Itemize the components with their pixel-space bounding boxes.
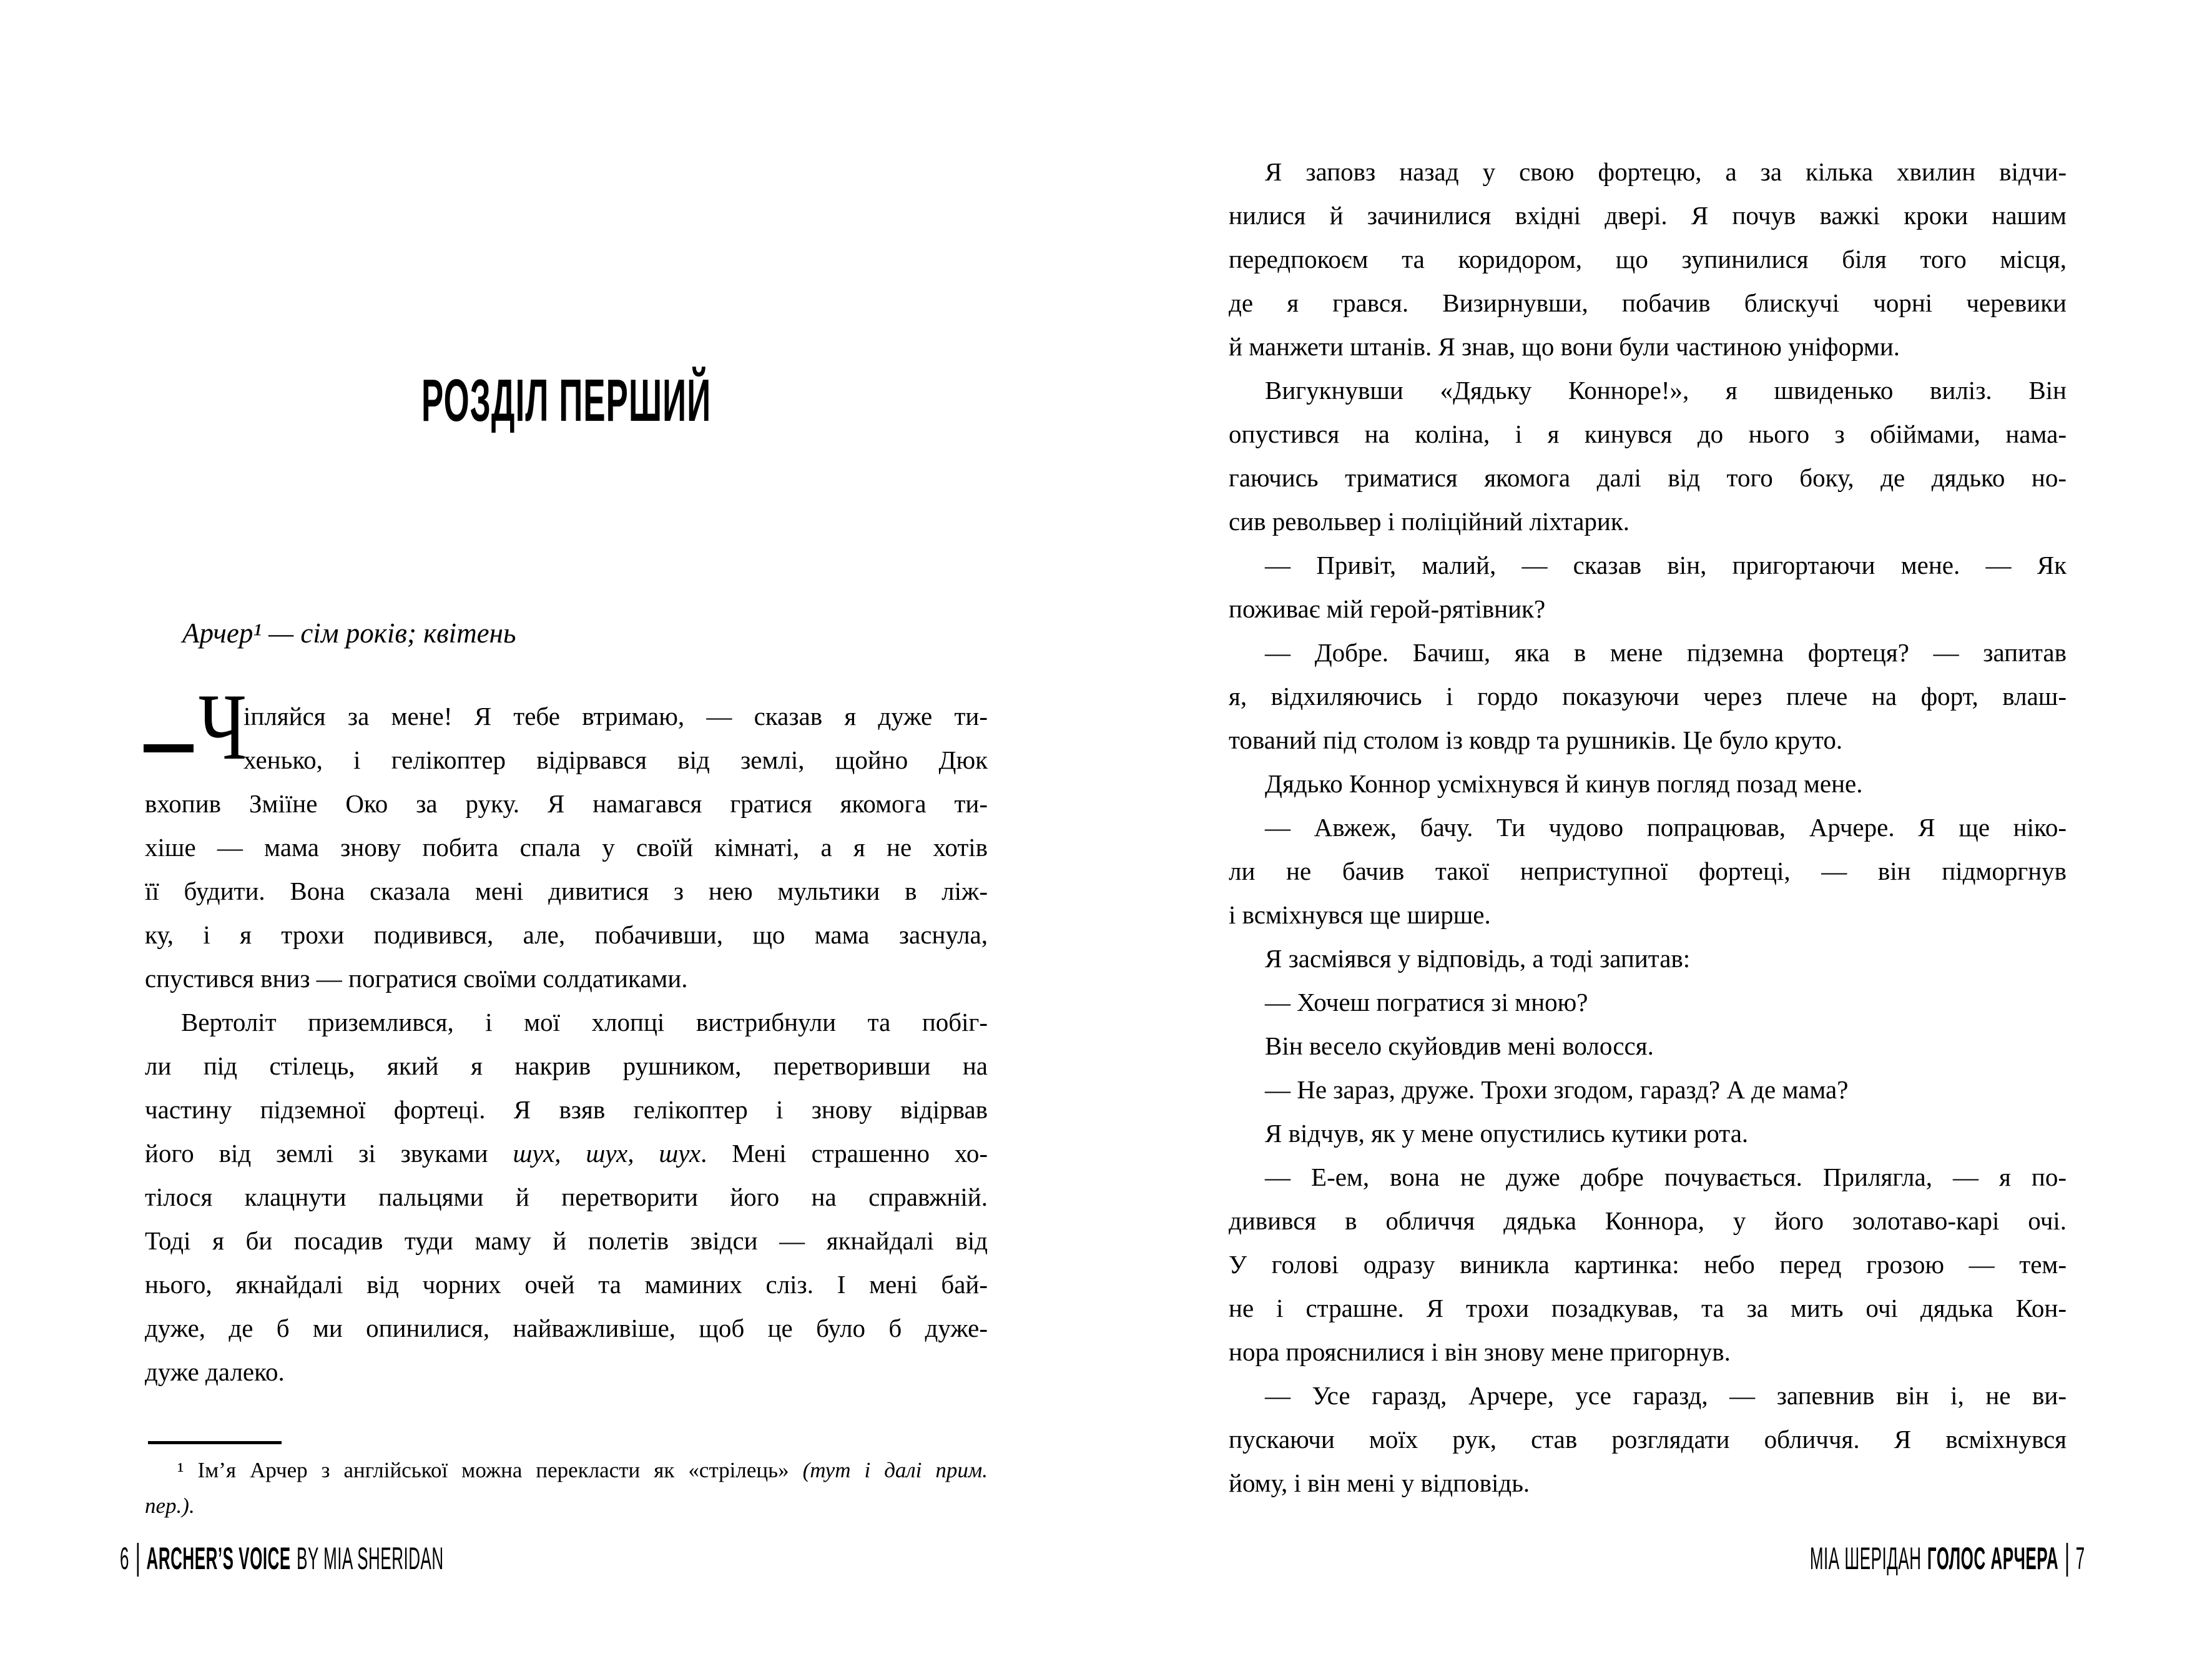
text-line: де я грався. Визирнувши, побачив блискучі чорні черевики — [1229, 288, 2067, 317]
running-byline: BY MIA SHERIDAN — [297, 1541, 444, 1576]
chapter-title — [145, 367, 988, 450]
text-line: гаючись триматися якомога далі від того боку, де дядько но- — [1229, 463, 2067, 492]
right-page-number: 7 — [2076, 1541, 2085, 1576]
text-line: дуже далеко. — [145, 1357, 285, 1386]
text-line: спустився вниз — погратися своїми солдатиками. — [145, 964, 688, 993]
text-line: Вигукнувши «Дядьку Конноре!», я швиденько виліз. Він — [1265, 376, 2067, 405]
text-line: не і страшне. Я трохи позадкував, та за мить очі дядька Кон- — [1229, 1294, 2067, 1322]
text-line: опустився на коліна, і я кинувся до нього з обіймами, нама- — [1229, 420, 2067, 448]
text-line: іпляйся за мене! Я тебе втримаю, — сказав я дуже ти- — [243, 702, 988, 731]
text-line: — Усе гаразд, Арчере, усе гаразд, — запевнив він і, не ви- — [1265, 1381, 2067, 1410]
footer-divider-bar — [2067, 1543, 2068, 1577]
text-line: частину підземної фортеці. Я взяв гелікоптер і знову відірвав — [145, 1095, 988, 1124]
text-line: й манжети штанів. Я знав, що вони були частиною уніформи. — [1229, 332, 1900, 361]
right-page-body — [1229, 150, 2067, 1505]
text-line: ¹ Ім’я Арчер з англійської можна перекласти як «стрілець» (тут і далі прим. — [177, 1458, 988, 1482]
running-author: МІА ШЕРІДАН — [1810, 1541, 1922, 1576]
text-line: — Хочеш погратися зі мною? — [1265, 988, 1588, 1017]
text-line: я, відхиляючись і гордо показуючи через плече на форт, влаш- — [1229, 682, 2067, 711]
text-line: нора прояснилися і він знову мене пригорнув. — [1229, 1337, 1731, 1366]
text-line: У голові одразу виникла картинка: небо перед грозою — тем- — [1229, 1250, 2067, 1279]
text-line: йому, і він мені у відповідь. — [1229, 1469, 1530, 1497]
footnote — [145, 1452, 988, 1524]
footer-divider-bar — [137, 1543, 139, 1577]
text-line: і всміхнувся ще ширше. — [1229, 900, 1491, 929]
text-line: Вертоліт приземлився, і мої хлопці вистрибнули та побіг- — [181, 1008, 988, 1036]
text-line: — Е-ем, вона не дуже добре почувається. Прилягла, — я по- — [1265, 1163, 2067, 1191]
right-footer — [1556, 1536, 2085, 1581]
text-line: вхопив Зміїне Око за руку. Я намагався гратися якомога ти- — [145, 789, 988, 818]
left-page-body — [145, 674, 988, 1394]
text-line: його від землі зі звуками шух, шух, шух. Мені страшенно хо- — [145, 1139, 988, 1168]
text-line: дивився в обличчя дядька Коннора, у його золотаво-карі очі. — [1229, 1206, 2067, 1235]
chapter-title-text: РОЗДІЛ ПЕРШИЙ — [421, 367, 712, 434]
text-line: нього, якнайдалі від чорних очей та маминих сліз. І мені бай- — [145, 1270, 988, 1299]
text-line: Я заповз назад у свою фортецю, а за кілька хвилин відчи- — [1265, 157, 2067, 186]
text-line: передпокоєм та коридором, що зупинилися біля того місця, — [1229, 245, 2067, 273]
text-line: пер.). — [145, 1494, 195, 1518]
text-line: Я відчув, як у мене опустились кутики рота. — [1265, 1119, 1749, 1148]
text-line: Він весело скуйовдив мені волосся. — [1265, 1031, 1654, 1060]
running-title-translated: ГОЛОС АРЧЕРА — [1927, 1541, 2059, 1576]
text-line: нилися й зачинилися вхідні двері. Я почув важкі кроки нашим — [1229, 201, 2067, 230]
text-line: ку, і я трохи подивився, але, побачивши, що мама заснула, — [145, 920, 988, 949]
text-line: — Привіт, малий, — сказав він, пригортаючи мене. — Як — [1265, 551, 2067, 579]
footnote-rule — [148, 1441, 282, 1444]
text-line: ли не бачив такої неприступної фортеці, — він підморгнув — [1229, 857, 2067, 885]
text-line: — Авжеж, бачу. Ти чудово попрацював, Арчере. Я ще ніко- — [1265, 813, 2067, 842]
text-line: — Не зараз, друже. Трохи згодом, гаразд? А де мама? — [1265, 1075, 1849, 1104]
text-line: дуже, де б ми опинилися, найважливіше, щоб це було б дуже- — [145, 1314, 988, 1342]
text-line: тілося клацнути пальцями й перетворити його на справжній. — [145, 1183, 988, 1211]
text-line: Тоді я би посадив туди маму й полетів звідси — якнайдалі від — [145, 1226, 988, 1255]
drop-cap-letter: Ч — [199, 674, 247, 779]
text-line: тований під столом із ковдр та рушників. Це було круто. — [1229, 726, 1843, 754]
drop-cap — [144, 674, 247, 783]
drop-cap-dash-icon — [144, 744, 194, 752]
left-page-number: 6 — [120, 1541, 129, 1576]
text-line: сив револьвер і поліційний ліхтарик. — [1229, 507, 1630, 536]
text-line: поживає мій герой-рятівник? — [1229, 594, 1546, 623]
left-footer — [120, 1536, 743, 1581]
text-line: Дядько Коннор усміхнувся й кинув погляд позад мене. — [1265, 769, 1863, 798]
chapter-subtitle: Арчер¹ — сім років; квітень — [182, 618, 516, 649]
text-line: її будити. Вона сказала мені дивитися з нею мультики в ліж- — [145, 877, 988, 905]
text-line: — Добре. Бачиш, яка в мене підземна фортеця? — запитав — [1265, 638, 2067, 667]
text-line: ли під стілець, який я накрив рушником, перетворивши на — [145, 1051, 988, 1080]
text-line: хіше — мама знову побита спала у своїй кімнаті, а я не хотів — [145, 833, 988, 862]
text-line: Я засміявся у відповідь, а тоді запитав: — [1265, 944, 1691, 973]
text-line: пускаючи моїх рук, став розглядати обличчя. Я всміхнувся — [1229, 1425, 2067, 1454]
running-title-original: ARCHER’S VOICE — [146, 1541, 291, 1576]
text-line: хенько, і гелікоптер відірвався від землі, щойно Дюк — [243, 746, 988, 774]
